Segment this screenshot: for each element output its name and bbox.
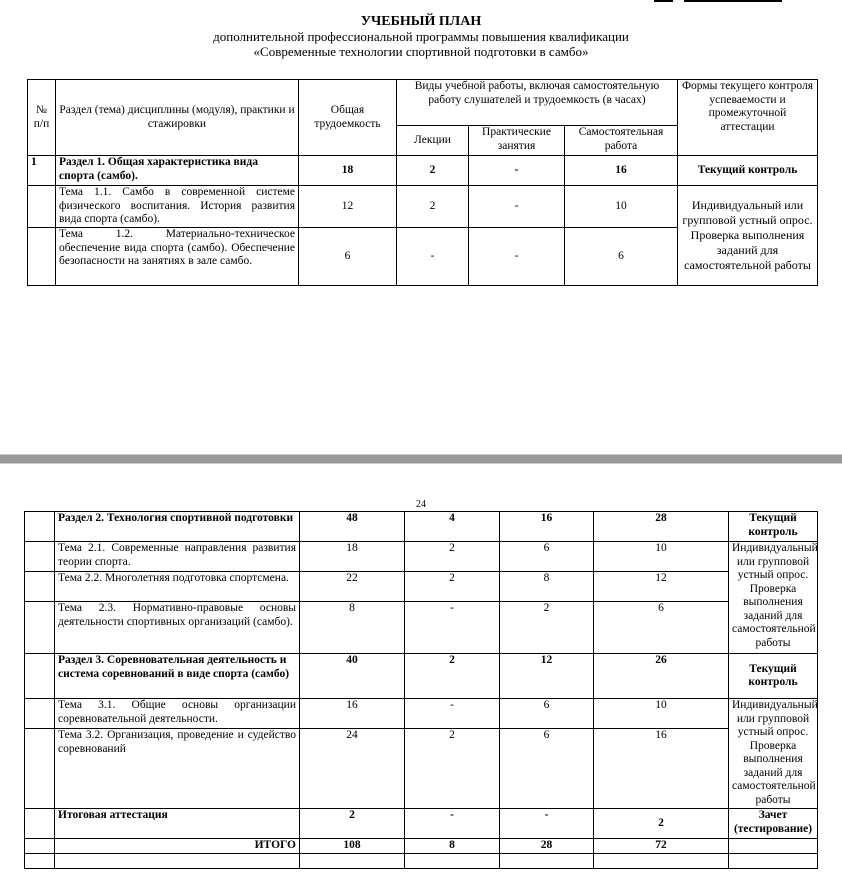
practice-hours: - bbox=[500, 809, 594, 839]
header-total: Общая трудоемкость bbox=[299, 80, 397, 156]
curriculum-table-page1 bbox=[27, 79, 818, 286]
lecture-hours: 2 bbox=[397, 186, 469, 228]
page-separator bbox=[0, 454, 842, 464]
self-work-hours: 28 bbox=[594, 512, 729, 542]
topic-row bbox=[25, 729, 818, 809]
practice-hours: - bbox=[469, 186, 565, 228]
total-hours: 6 bbox=[299, 228, 397, 286]
self-work-hours: 10 bbox=[594, 542, 729, 572]
header-control: Формы текущего контроля успеваемости и промежуточной аттестации bbox=[678, 80, 818, 156]
topic-name: Тема 2.2. Многолетняя подготовка спортсмена. bbox=[55, 572, 300, 602]
topic-name: Тема 2.1. Современные направления развития теории спорта. bbox=[55, 542, 300, 572]
document-subtitle: дополнительной профессиональной программы повышения квалификации bbox=[213, 29, 629, 44]
total-hours: 24 bbox=[300, 729, 405, 809]
total-hours: 8 bbox=[300, 602, 405, 654]
practice-hours: 6 bbox=[500, 699, 594, 729]
total-hours: 16 bbox=[300, 699, 405, 729]
control-form: Текущий контроль bbox=[729, 512, 818, 542]
section-row bbox=[25, 654, 818, 699]
self-work-hours: 26 bbox=[594, 654, 729, 699]
header-work-types: Виды учебной работы, включая самостоятельную работу слушателей и трудоемкость (в часах) bbox=[397, 80, 678, 126]
lecture-hours: 2 bbox=[405, 542, 500, 572]
attestation-name: Итоговая аттестация bbox=[55, 809, 300, 839]
lecture-hours: 2 bbox=[405, 729, 500, 809]
practice-hours: 8 bbox=[500, 572, 594, 602]
lecture-hours: 4 bbox=[405, 512, 500, 542]
total-hours: 22 bbox=[300, 572, 405, 602]
practice-hours: 16 bbox=[500, 512, 594, 542]
final-attestation-row bbox=[25, 809, 818, 839]
curriculum-table-page2 bbox=[24, 511, 818, 869]
self-work-hours: 16 bbox=[594, 729, 729, 809]
total-hours: 2 bbox=[300, 809, 405, 839]
control-form: Зачет (тестирование) bbox=[729, 809, 818, 839]
empty-row bbox=[25, 854, 818, 869]
practice-hours: 28 bbox=[500, 839, 594, 854]
topic-row bbox=[25, 572, 818, 602]
control-form: Текущий контроль bbox=[678, 156, 818, 186]
topic-name: Тема 1.1. Самбо в современной системе физического воспитания. История развития вида спорта (самбо). bbox=[56, 186, 299, 228]
topic-row bbox=[25, 602, 818, 654]
total-hours: 48 bbox=[300, 512, 405, 542]
page-top-mark bbox=[684, 0, 782, 2]
section-row bbox=[25, 512, 818, 542]
program-name: «Современные технологии спортивной подготовки в самбо» bbox=[253, 44, 589, 59]
self-work-hours: 72 bbox=[594, 839, 729, 854]
total-hours: 18 bbox=[299, 156, 397, 186]
topic-name: Тема 1.2. Материально-техническое обеспечение вида спорта (самбо). Обеспечение безопасности на занятиях в зале самбо. bbox=[56, 228, 299, 286]
section-name: Раздел 1. Общая характеристика вида спорта (самбо). bbox=[56, 156, 299, 186]
header-num: № п/п bbox=[28, 80, 56, 156]
control-form: Индивидуальный или групповой устный опрос. Проверка выполнения заданий для самостоятельной работы bbox=[729, 542, 818, 654]
document-title: УЧЕБНЫЙ ПЛАН bbox=[360, 14, 482, 29]
control-form: Индивидуальный или групповой устный опрос. Проверка выполнения заданий для самостоятельной работы bbox=[678, 186, 818, 286]
lecture-hours: 2 bbox=[405, 654, 500, 699]
total-hours: 12 bbox=[299, 186, 397, 228]
practice-hours: 2 bbox=[500, 602, 594, 654]
header-practice: Практические занятия bbox=[469, 126, 565, 156]
practice-hours: - bbox=[469, 228, 565, 286]
practice-hours: 6 bbox=[500, 542, 594, 572]
section-name: Раздел 3. Соревновательная деятельность и система соревнований в виде спорта (самбо) bbox=[55, 654, 300, 699]
topic-name: Тема 3.2. Организация, проведение и судейство соревнований bbox=[55, 729, 300, 809]
lecture-hours: - bbox=[397, 228, 469, 286]
topic-row bbox=[25, 699, 818, 729]
control-form: Индивидуальный или групповой устный опрос. Проверка выполнения заданий для самостоятельной работы bbox=[729, 699, 818, 809]
header-self-work: Самостоятельная работа bbox=[565, 126, 678, 156]
total-label: ИТОГО bbox=[55, 839, 300, 854]
lecture-hours: - bbox=[405, 699, 500, 729]
topic-name: Тема 2.3. Нормативно-правовые основы деятельности спортивных организаций (самбо). bbox=[55, 602, 300, 654]
header-lectures: Лекции bbox=[397, 126, 469, 156]
self-work-hours: 12 bbox=[594, 572, 729, 602]
lecture-hours: 2 bbox=[397, 156, 469, 186]
self-work-hours: 16 bbox=[565, 156, 678, 186]
total-hours: 40 bbox=[300, 654, 405, 699]
self-work-hours: 10 bbox=[594, 699, 729, 729]
section-name: Раздел 2. Технология спортивной подготовки bbox=[55, 512, 300, 542]
topic-name: Тема 3.1. Общие основы организации соревновательной деятельности. bbox=[55, 699, 300, 729]
header-section: Раздел (тема) дисциплины (модуля), практики и стажировки bbox=[56, 80, 299, 156]
self-work-hours: 10 bbox=[565, 186, 678, 228]
topic-row bbox=[25, 542, 818, 572]
lecture-hours: 8 bbox=[405, 839, 500, 854]
practice-hours: 12 bbox=[500, 654, 594, 699]
practice-hours: - bbox=[469, 156, 565, 186]
self-work-hours: 6 bbox=[594, 602, 729, 654]
section-row bbox=[28, 156, 818, 186]
self-work-hours: 2 bbox=[594, 809, 729, 839]
practice-hours: 6 bbox=[500, 729, 594, 809]
page-number: 24 bbox=[416, 499, 426, 510]
document-header bbox=[0, 14, 842, 59]
total-hours: 18 bbox=[300, 542, 405, 572]
lecture-hours: - bbox=[405, 602, 500, 654]
total-hours: 108 bbox=[300, 839, 405, 854]
total-row bbox=[25, 839, 818, 854]
page-top-mark bbox=[654, 0, 673, 2]
row-num: 1 bbox=[28, 156, 56, 186]
self-work-hours: 6 bbox=[565, 228, 678, 286]
lecture-hours: 2 bbox=[405, 572, 500, 602]
topic-row bbox=[28, 186, 818, 228]
lecture-hours: - bbox=[405, 809, 500, 839]
control-form: Текущий контроль bbox=[729, 654, 818, 699]
